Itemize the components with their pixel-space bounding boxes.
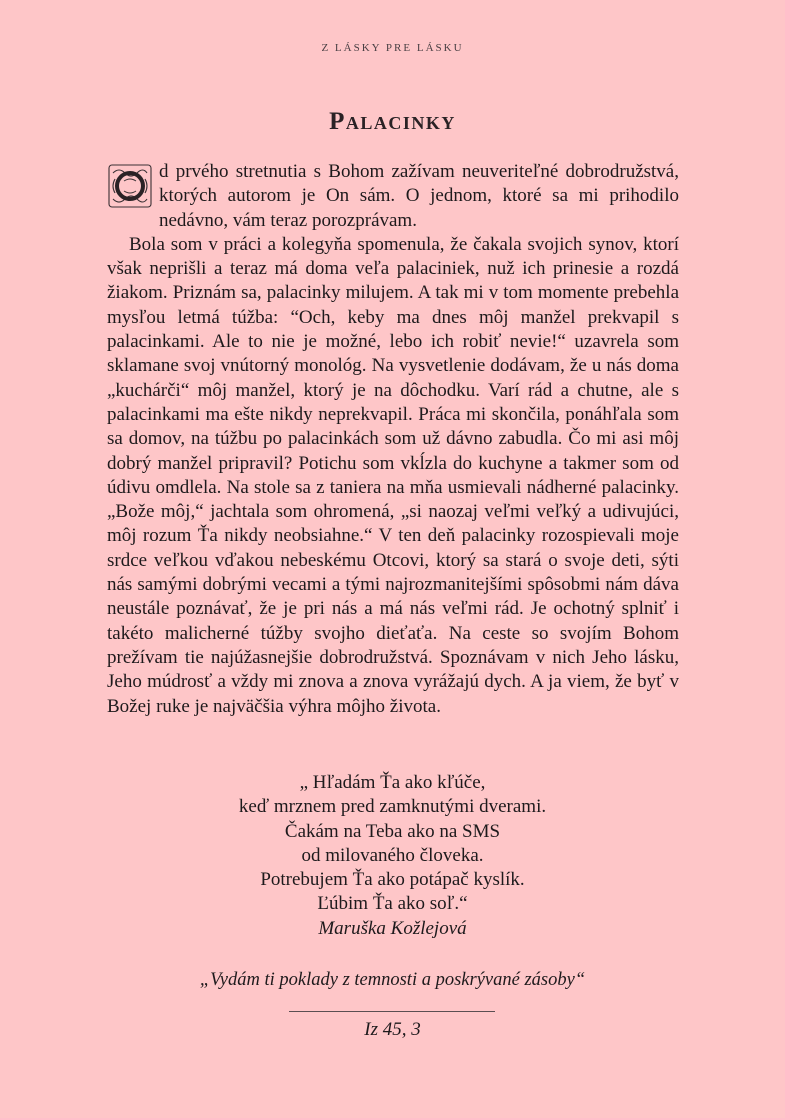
running-header: Z LÁSKY PRE LÁSKU: [321, 42, 464, 54]
poem: [0, 771, 785, 941]
poem-line: „ Hľadám Ťa ako kľúče,: [299, 772, 486, 793]
ornamental-dropcap-o: [107, 163, 153, 209]
divider-line: [289, 1011, 495, 1012]
poem-line: Potrebujem Ťa ako potápač kyslík.: [260, 869, 525, 891]
article-title: Palacinky: [329, 108, 456, 135]
paragraph-first-text: d prvého stretnutia s Bohom zažívam neuveriteľné dobrodružstvá, ktorých autorom je On sám. O jednom, ktoré sa mi prihodilo nedávno, vám teraz porozprávam.: [159, 161, 679, 231]
poem-line: od milovaného človeka.: [301, 844, 484, 866]
paragraph-first: [107, 160, 679, 233]
poem-author: Maruška Kožlejová: [318, 917, 467, 939]
paragraph-second: Bola som v práci a kolegyňa spomenula, že čakala svojich synov, ktorí však neprišli a teraz má doma veľa palaciniek, nuž ich prinesie a rozdá žiakom. Priznám sa, palacinky milujem. A tak mi v tom momente prebehla mysľou letmá túžba: “Och, keby ma dnes môj manžel prekvapil s palacinkami. Ale to nie je možné, lebo ich robiť nevie!“ uzavrela som sklamane svoj vnútorný monológ. Na vysvetlenie dodávam, že u nás doma „kuchárči“ môj manžel, ktorý je na dôchodku. Varí rád a chutne, ale s palacinkami ma ešte nikdy neprekvapil. Práca mi skončila, ponáhľala som sa domov, na túžbu po palacinkách som už dávno zabudla. Čo mi asi môj dobrý manžel pripravil? Potichu som vkĺzla do kuchyne a takmer som od údivu omdlela. Na stole sa z taniera na mňa usmievali nádherné palacinky. „Bože môj,“ jachtala som ohromená, „si naozaj veľmi veľký a udivujúci, môj rozum Ťa nikdy neobsiahne.“ V ten deň palacinky rozospievali moje srdce veľkou vďakou nebeskému Otcovi, ktorý sa stará o svoje deti, sýti nás samými dobrými vecami a tými najrozmanitejšími spôsobmi nám dáva neustále poznávať, že je pri nás a má nás veľmi rád. Je ochotný splniť i takéto malicherné túžby svojho dieťaťa. Na ceste so svojím Bohom prežívam tie najúžasnejšie dobrodružstvá. Spoznávam v nich Jeho lásku, Jeho múdrosť a vždy mi znova a znova vyrážajú dych. A ja viem, že byť v Božej ruke je najväčšia výhra môjho života.: [107, 233, 679, 717]
scripture-reference: Iz 45, 3: [364, 1019, 421, 1040]
scripture-quote: „Vydám ti poklady z temnosti a poskrývané zásoby“: [199, 970, 586, 990]
poem-line: Čakám na Teba ako na SMS: [284, 820, 501, 842]
poem-line: Ľúbim Ťa ako soľ.“: [317, 893, 468, 915]
poem-line: keď mrznem pred zamknutými dverami.: [238, 796, 547, 818]
article-body: [107, 160, 679, 719]
